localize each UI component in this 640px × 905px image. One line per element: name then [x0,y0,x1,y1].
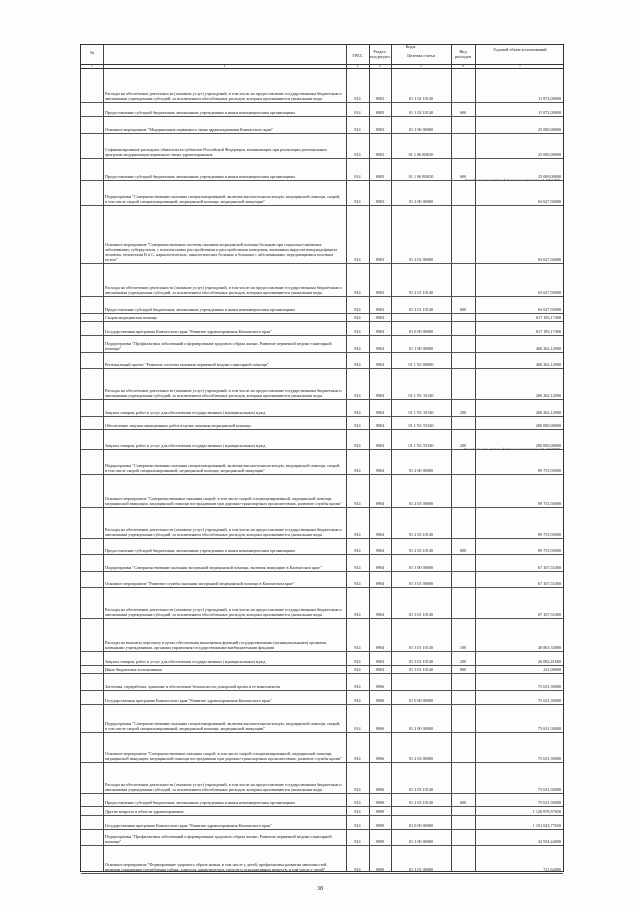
row-grbs: 814 [354,345,361,351]
table-row [81,429,563,449]
row-section: 0904 [375,409,385,415]
page-number: 38 [317,886,323,892]
row-section: 0909 [375,866,385,872]
row-amount: 460 262,12000 [535,345,561,351]
row-grbs: 814 [354,866,361,872]
row-name: Подпрограмма "Совершенствование оказания экстренной медицинской помощи, включая эвакуацию в Камчатском крае" [105,564,322,570]
table-row [81,554,563,572]
row-name: Основное мероприятие "Развитие службы оказания экстренной медицинской помощи в Камчатском крае" [105,581,295,587]
row-name: Подпрограмма "Совершенствование оказания специализированной, включая высокотехнологичную, медицинской помощи, скорой, в том числе скорой специализированной, медицинской помощи, медицинской эвакуации" [105,193,341,204]
table-row [81,507,563,538]
row-target: 01 2 03 10140 [408,786,434,792]
row-name: Расходы на обеспечение деятельности (оказание услуг) учреждений, в том числе на предоставление государственным бюджетным и автономным учреждениям субсидий, за исключением обособленных расходов, которым присваиваются уникальные коды [105,387,342,398]
row-type: 600 [459,110,467,116]
table-row [81,102,563,117]
row-target: 01 5 00 00000 [408,564,434,570]
row-amount: 617 183,17400 [535,315,561,321]
table-row [81,571,563,589]
table-row [81,263,563,297]
row-name: Государственная программа Камчатского края "Развитие здравоохранения Камчатского края" [105,822,272,828]
row-grbs: 814 [354,684,361,689]
row-name: Основное мероприятие "Модернизация первичного звена здравоохранения Камчатского края" [105,126,274,132]
row-name: Основное мероприятие "Совершенствование оказания скорой, в том числе скорой специализированной, медицинской помощи, медицинской эвакуации, медицинской помощи пострадавшим при дорожно-транспортных происшествиях, развитие службы крови" [105,751,342,762]
row-amount: 222,00000 [543,667,561,673]
row-target: 01 0 00 00000 [408,329,434,335]
row-target: 01 2 00 00000 [408,725,434,731]
header-target: Целевая статья [407,53,435,58]
row-name: Закупка товаров, работ и услуг для обеспечения государственных (муниципальных) нужд [105,409,266,415]
row-amount: 89 753,50000 [537,531,561,537]
row-amount: 67 167,55400 [537,581,561,587]
row-target: 01 1 01 00000 [408,866,434,872]
row-amount: 89 753,50000 [537,548,561,554]
row-amount: 75 631,30000 [537,756,561,762]
header-type: Вид расходов [454,49,472,59]
table-row [81,651,563,666]
row-target: 01 1 N1 55540 [408,423,434,429]
row-section: 0903 [375,306,385,312]
row-name: Расходы на обеспечение деятельности (оказание услуг) учреждений, в том числе на предоставление государственным бюджетным и автономным учреждениям субсидий, за исключением обособленных расходов, которым присваиваются уникальные коды [105,91,342,102]
row-section: 0903 [375,173,385,179]
column-number: 2 [223,64,226,68]
row-target: 01 2 03 00000 [408,756,434,762]
row-target: 01 2 00 00000 [408,198,434,204]
row-name: Предоставление субсидий бюджетным, автономным учреждениям и иным некоммерческим организациям [105,110,295,116]
header-grbs: ГРБС [352,53,363,58]
table-row [81,845,563,874]
row-type: 600 [459,800,467,806]
table-row [81,205,563,264]
row-grbs: 814 [354,581,361,587]
table-row [81,69,563,103]
row-grbs: 814 [354,290,361,296]
row-type: 200 [459,659,467,665]
row-section: 0904 [375,362,385,368]
row-grbs: 814 [354,501,361,507]
row-amount: 200 000,00000 [535,442,561,448]
row-grbs: 814 [354,697,361,703]
budget-table [80,44,564,872]
row-section: 0904 [375,611,385,617]
row-name: Закупка товаров, работ и услуг для обеспечения государственных (муниципальных) нужд [105,659,266,665]
row-amount: 63 627,50000 [537,198,561,204]
row-name: Скорая медицинская помощь [105,315,157,321]
table-row [81,673,563,691]
row-amount: 75 631,30000 [537,725,561,731]
row-grbs: 814 [354,611,361,617]
row-section: 0903 [375,198,385,204]
row-amount: 11 872,00000 [538,96,561,102]
row-section: 0904 [375,501,385,507]
row-grbs: 814 [354,667,361,673]
row-section: 0904 [375,423,385,429]
row-target: 01 5 01 10140 [408,667,434,673]
row-grbs: 814 [354,531,361,537]
row-section: 0909 [375,839,385,845]
row-section: 0906 [375,786,385,792]
row-amount: 617 183,17400 [535,329,561,335]
row-section: 0906 [375,725,385,731]
row-section: 0904 [375,442,385,448]
row-section: 0903 [375,96,385,102]
row-grbs: 814 [354,96,361,102]
row-amount: 260 262,12000 [535,392,561,398]
row-section: 0904 [375,467,385,473]
table-row [81,618,563,652]
row-type: 600 [459,173,467,179]
row-target: 01 2 03 10140 [408,531,434,537]
column-number: 5 [420,64,422,68]
row-grbs: 814 [354,800,361,806]
row-amount: 63 627,50000 [537,290,561,296]
row-section: 0904 [375,667,385,673]
column-number: 4 [379,64,381,68]
row-amount: 63 627,50000 [537,306,561,312]
row-target: 01 0 00 00000 [408,822,434,828]
row-grbs: 814 [354,315,361,321]
row-type: 600 [459,548,467,554]
header-num: № [89,50,95,55]
row-section: 0903 [375,257,385,263]
row-grbs: 814 [354,442,361,448]
row-name: Подпрограмма "Профилактика заболеваний и формирование здорового образа жизни. Развитие первичной медико-санитарной помощи" [105,834,332,845]
row-section: 0904 [375,345,385,351]
row-grbs: 814 [354,362,361,368]
table-row [81,815,563,830]
table-row [81,793,563,808]
row-section: 0904 [375,659,385,665]
row-name: Заготовка, переработка, хранение и обеспечение безопасности донорской крови и ее компонентов [105,684,280,689]
row-name: Обеспечение закупки авиационных работ в целях оказания медицинской помощи [105,423,251,429]
row-grbs: 814 [354,126,361,132]
row-amount: 1 101 023,77650 [532,822,561,828]
row-amount: 260 262,12000 [535,409,561,415]
row-target: 01 1 N1 55540 [408,442,434,448]
row-grbs: 814 [354,659,361,665]
row-name: Основное мероприятие "Совершенствование оказания скорой, в том числе скорой специализированной, медицинской помощи, медицинской эвакуации, медицинской помощи пострадавшим при дорожно-транспортных происшествиях, развитие службы крови" [105,496,342,507]
table-row [81,296,563,314]
row-section: 0904 [375,645,385,651]
header-section: Раздел, под-раздел [370,49,390,59]
row-grbs: 814 [354,786,361,792]
row-target: 01 1 00 00000 [408,839,434,845]
row-grbs: 814 [354,257,361,263]
row-grbs: 814 [354,808,361,814]
table-row [81,158,563,181]
row-grbs: 814 [354,423,361,429]
row-target: 01 1 N1 10140 [408,409,434,415]
table-row [81,474,563,508]
row-name: Предоставление субсидий бюджетным, автономным учреждениям и иным некоммерческим организациям [105,800,295,806]
row-name: Подпрограмма "Совершенствование оказания специализированной, включая высокотехнологичную, медицинской помощи, скорой, в том числе скорой специализированной, медицинской помощи, медицинской эвакуации" [105,720,341,731]
row-amount: 67 167,55400 [537,564,561,570]
row-target: 01 1 N1 00000 [408,362,434,368]
row-amount: 11 872,00000 [538,110,561,116]
row-amount: 67 167,55400 [537,611,561,617]
row-grbs: 814 [354,564,361,570]
row-section: 0904 [375,392,385,398]
row-name: Государственная программа Камчатского края "Развитие здравоохранения Камчатского края" [105,329,272,335]
row-amount: 26 082,41600 [537,659,561,665]
row-target: 01 5 01 00000 [408,581,434,587]
row-amount: 75 631,30000 [537,800,561,806]
row-amount: 89 753,50000 [537,467,561,473]
row-grbs: 814 [354,548,361,554]
row-amount: 25 000,00000 [537,151,561,157]
row-name: Региональный проект "Развитие системы оказания первичной медико-санитарной помощи" [105,362,269,368]
row-target: 01 2 01 10140 [408,306,434,312]
row-target: 01 1 N1 10140 [408,392,434,398]
table-row [81,587,563,618]
row-amount: 25 000,00000 [537,173,561,179]
row-grbs: 814 [354,725,361,731]
row-type: 800 [459,667,467,673]
row-name: Иные бюджетные ассигнования [105,667,162,673]
row-name: Предоставление субсидий бюджетным, автономным учреждениям и иным некоммерческим организациям [105,548,295,554]
row-grbs: 814 [354,392,361,398]
row-grbs: 814 [354,329,361,335]
row-target: 01 1 00 00000 [408,345,434,351]
row-name: Закупка товаров, работ и услуг для обеспечения государственных (муниципальных) нужд [105,442,266,448]
row-type: 200 [459,409,467,415]
row-target: 01 5 01 10140 [408,659,434,665]
row-target: 01 5 01 10140 [408,611,434,617]
row-target: 01 1 06 R3650 [408,173,434,179]
row-section: 0906 [375,684,385,689]
row-amount: 721,64000 [543,866,561,872]
row-section: 0903 [375,110,385,116]
row-name: Софинансирование расходных обязательств субъектов Российской Федерации, возникающих при реализации региональных программ модернизации первичного звена здравоохранения [105,146,327,157]
row-grbs: 814 [354,409,361,415]
row-section: 0906 [375,756,385,762]
table-row [81,690,563,705]
row-name: Основное мероприятие "Формирование здорового образа жизни, в том числе у детей, профилактика развития зависимостей, включая сокращение потребления табака, алкоголя, наркотических средств и психоактивных веществ, в том числе у детей" [105,861,328,872]
row-amount: 460 262,12000 [535,362,561,368]
row-grbs: 814 [354,467,361,473]
row-name: Расходы на обеспечение деятельности (оказание услуг) учреждений, в том числе на предоставление государственным бюджетным и автономным учреждениям субсидий, за исключением обособленных расходов, которым присваиваются уникальные коды [105,781,342,792]
row-name: Расходы на выплаты персоналу в целях обеспечения выполнения функций государственными (муниципальными) органами, казенными учреждениями, органами управления государственными внебюджетными фондами [105,640,327,651]
row-amount: 1 120 878,57650 [532,808,561,814]
row-target: 01 1 06 00000 [408,126,434,132]
row-grbs: 814 [354,306,361,312]
header-amount: Годовой объем ассигнований [493,47,547,52]
row-section: 0904 [375,564,385,570]
table-row [81,416,563,431]
row-name: Расходы на обеспечение деятельности (оказание услуг) учреждений, в том числе на предоставление государственным бюджетным и автономным учреждениям субсидий, за исключением обособленных расходов, которым присваиваются уникальные коды [105,285,342,296]
column-number: 1 [91,64,93,68]
table-row [81,352,563,370]
row-section: 0909 [375,808,385,814]
row-note: Расходы за счет средств федерального бюджета 24 436,84396 [464,177,560,182]
row-name: Предоставление субсидий бюджетным, автономным учреждениям и иным некоммерческим организациям [105,306,295,312]
row-type: 600 [459,306,467,312]
header-codes: Коды [405,44,416,49]
row-amount: 75 631,30000 [537,684,561,689]
table-row [81,829,563,847]
row-target: 01 2 03 10140 [408,548,434,554]
row-section: 0909 [375,822,385,828]
row-amount: 89 753,50000 [537,501,561,507]
row-target: 01 2 01 10140 [408,290,434,296]
row-amount: 40 863,33800 [537,645,561,651]
row-grbs: 814 [354,198,361,204]
table-row [81,762,563,793]
row-amount: 75 631,30000 [537,786,561,792]
table-row [81,732,563,763]
row-target: 01 1 06 R3650 [408,151,434,157]
row-target: 01 2 03 00000 [408,501,434,507]
row-target: 01 1 02 10140 [408,110,434,116]
row-section: 0904 [375,315,385,321]
row-section: 0906 [375,800,385,806]
table-row [81,399,563,417]
row-grbs: 814 [354,822,361,828]
row-target: 01 2 03 10140 [408,800,434,806]
row-name: Расходы на обеспечение деятельности (оказание услуг) учреждений, в том числе на предоставление государственным бюджетным и автономным учреждениям субсидий, за исключением обособленных расходов, которым присваиваются уникальные коды [105,606,342,617]
row-note: Расходы за счет средств федерального бюджета 115 100,00000 [463,446,560,451]
row-amount: 200 000,00000 [535,423,561,429]
row-grbs: 814 [354,110,361,116]
row-grbs: 814 [354,839,361,845]
row-name: Государственная программа Камчатского края "Развитие здравоохранения Камчатского края" [105,697,272,703]
row-name: Предоставление субсидий бюджетным, автономным учреждениям и иным некоммерческим организациям [105,173,295,179]
row-section: 0904 [375,329,385,335]
table-row [81,321,563,336]
row-target: 01 1 02 10140 [408,96,434,102]
row-grbs: 814 [354,151,361,157]
row-type: 100 [459,645,467,651]
table-header [81,45,563,65]
table-row [81,335,563,353]
row-grbs: 814 [354,756,361,762]
row-amount: 75 631,30000 [537,697,561,703]
table-row [81,116,563,134]
row-section: 0906 [375,697,385,703]
row-section: 0903 [375,151,385,157]
row-name: Подпрограмма "Профилактика заболеваний и формирование здорового образа жизни. Развитие первичной медико-санитарной помощи" [105,340,332,351]
table-row [81,538,563,556]
column-number: 7 [519,64,521,68]
row-target: 01 2 01 00000 [408,257,434,263]
column-number: 3 [356,64,359,68]
row-grbs: 814 [354,645,361,651]
row-amount: 32 934,44000 [537,839,561,845]
table-body [81,69,563,871]
row-section: 0904 [375,531,385,537]
row-target: 01 0 00 00000 [408,697,434,703]
row-amount: 63 627,50000 [537,257,561,263]
column-number: 6 [462,64,464,68]
table-row [81,368,563,399]
row-name: Подпрограмма "Совершенствование оказания специализированной, включая высокотехнологичную, медицинской помощи, скорой, в том числе скорой специализированной, медицинской помощи, медицинской эвакуации" [105,462,341,473]
row-section: 0904 [375,548,385,554]
row-type: 200 [459,442,467,448]
row-name: Основное мероприятие "Совершенствование системы оказания медицинской помощи больным при социально-значимых заболеваниях, туберкулезом, с психическими расстройствами и расстройствами поведения, вызванных вирусом иммунодефицита человека, гепатитами В и С, наркологических, онкологических больных и больным с заболеваниями, передающимися половым путем" [105,242,338,263]
row-section: 0904 [375,581,385,587]
row-amount: 25 000,00000 [537,126,561,132]
row-section: 0903 [375,126,385,132]
row-name: Другие вопросы в области здравоохранения [105,808,184,814]
row-grbs: 814 [354,173,361,179]
row-section: 0903 [375,290,385,296]
table-row [81,133,563,159]
table-row [81,704,563,733]
row-target: 01 5 01 10140 [408,645,434,651]
row-name: Расходы на обеспечение деятельности (оказание услуг) учреждений, в том числе на предоставление государственным бюджетным и автономным учреждениям субсидий, за исключением обособленных расходов, которым присваиваются уникальные коды [105,526,342,537]
row-target: 01 2 00 00000 [408,467,434,473]
